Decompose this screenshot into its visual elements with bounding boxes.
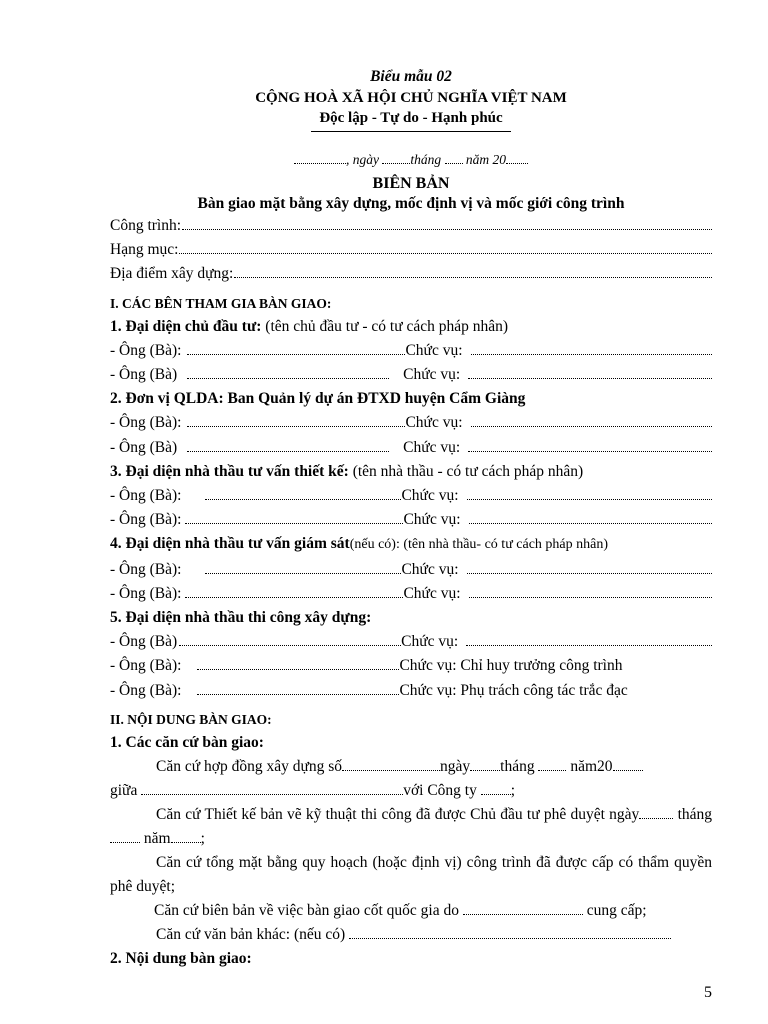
country-name: CỘNG HOÀ XÃ HỘI CHỦ NGHĨA VIỆT NAM: [255, 90, 567, 106]
group-4-person-1: - Ông (Bà): Chức vụ:: [110, 558, 712, 582]
basis-national-level: Căn cứ biên bản về việc bàn giao cốt quốc gia do cung cấp;: [154, 902, 647, 920]
field-dia-diem: Địa điểm xây dựng:: [110, 262, 712, 286]
section-1-heading: I. CÁC BÊN THAM GIA BÀN GIAO:: [110, 295, 332, 311]
basis-master-plan: Căn cứ tổng mặt bằng quy hoạch (hoặc định vị) công trình đã được cấp có thẩm quyền phê duyệt;: [110, 854, 712, 896]
group-5-person-2: - Ông (Bà): Chức vụ: Chỉ huy trưởng công trình: [110, 657, 623, 675]
form-code: Biểu mẫu 02: [370, 68, 452, 85]
section-2-sub-1: 1. Các căn cứ bàn giao:: [110, 733, 264, 751]
field-hang-muc: Hạng mục:: [110, 238, 712, 262]
group-1-person-2: - Ông (Bà) Chức vụ:: [110, 363, 712, 387]
group-2-person-2: - Ông (Bà) Chức vụ:: [110, 436, 712, 460]
group-2-person-1: - Ông (Bà): Chức vụ:: [110, 411, 712, 435]
motto-wrap: [110, 108, 712, 132]
group-2-title: 2. Đơn vị QLDA: Ban Quản lý dự án ĐTXD huyện Cẩm Giàng: [110, 390, 526, 408]
section-2-sub-2: 2. Nội dung bàn giao:: [110, 950, 252, 968]
page-number: 5: [704, 984, 712, 1001]
document-title: BIÊN BẢN: [372, 175, 450, 192]
motto: Độc lập - Tự do - Hạnh phúc: [311, 108, 510, 132]
date-line: [110, 148, 712, 172]
date-nam: năm 20: [465, 152, 506, 167]
group-3-title: 3. Đại diện nhà thầu tư vấn thiết kế: (tên nhà thầu - có tư cách pháp nhân): [110, 462, 584, 480]
basis-contract: Căn cứ hợp đồng xây dựng số ngày tháng năm20 giữa với Công ty ;: [110, 755, 712, 803]
field-cong-trinh: Công trình:: [110, 214, 712, 238]
group-4-title: 4. Đại diện nhà thầu tư vấn giám sát(nếu có): (tên nhà thầu- có tư cách pháp nhân): [110, 535, 609, 553]
basis-design: Căn cứ Thiết kế bản vẽ kỹ thuật thi công đã được Chủ đầu tư phê duyệt ngày tháng năm ;: [110, 803, 712, 851]
group-5-person-3: - Ông (Bà): Chức vụ: Phụ trách công tác trắc đạc: [110, 681, 628, 699]
basis-other-docs: Căn cứ văn bản khác: (nếu có): [110, 923, 712, 947]
group-3-person-1: - Ông (Bà): Chức vụ:: [110, 484, 712, 508]
document-page: [110, 66, 712, 971]
date-thang: tháng: [410, 152, 442, 167]
group-4-person-2: - Ông (Bà): Chức vụ:: [110, 582, 712, 606]
date-ngay: , ngày: [345, 152, 379, 167]
group-1-person-1: - Ông (Bà): Chức vụ:: [110, 339, 712, 363]
group-5-title: 5. Đại diện nhà thầu thi công xây dựng:: [110, 609, 372, 627]
group-1-title: 1. Đại diện chủ đầu tư: (tên chủ đầu tư - có tư cách pháp nhân): [110, 317, 509, 335]
group-5-person-1: - Ông (Bà) Chức vụ:: [110, 630, 712, 654]
section-2-heading: II. NỘI DUNG BÀN GIAO:: [110, 711, 272, 727]
group-3-person-2: - Ông (Bà): Chức vụ:: [110, 508, 712, 532]
document-subtitle: Bàn giao mặt bằng xây dựng, mốc định vị và mốc giới công trình: [197, 195, 625, 212]
